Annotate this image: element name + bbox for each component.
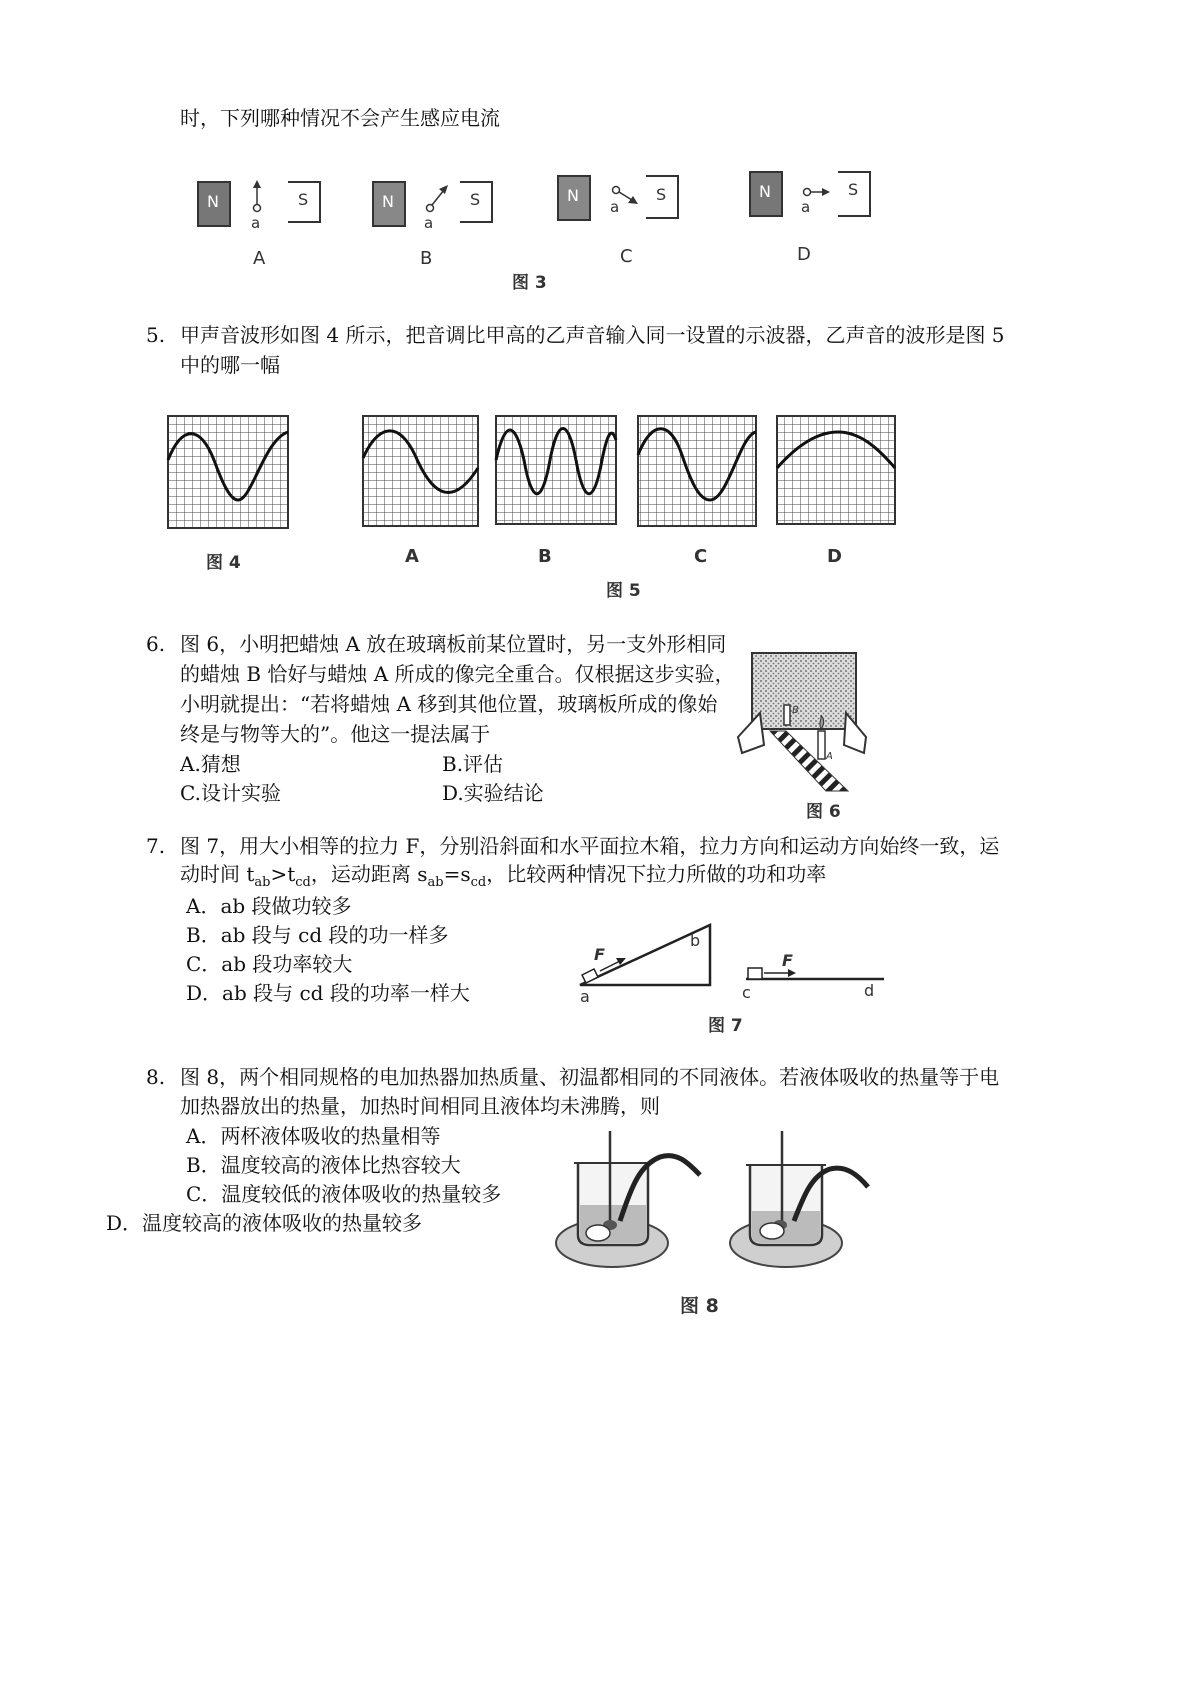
- fig4-caption: 图 4: [206, 553, 241, 573]
- q6-text-line3: 小明就提出：“若将蜡烛 A 移到其他位置，玻璃板所成的像始: [180, 692, 718, 716]
- q8-option-a: A．两杯液体吸收的热量相等: [186, 1124, 441, 1148]
- q5-text-line1: 甲声音波形如图 4 所示，把音调比甲高的乙声音输入同一设置的示波器，乙声音的波形是图 5: [180, 323, 1005, 347]
- fig3-caption: 图 3: [512, 273, 547, 293]
- fig6-candle-b-label: B: [792, 705, 799, 716]
- q6-number: 6.: [146, 632, 166, 656]
- fig5-caption: 图 5: [606, 581, 641, 601]
- fig3-d-s-label: S: [848, 180, 859, 199]
- q7-line2-sub1: ab: [254, 875, 271, 890]
- q7-line2-part2: >t: [270, 862, 296, 886]
- q5-number: 5.: [146, 323, 166, 347]
- fig5-screen-d: [777, 416, 895, 524]
- q6-text-line4: 终是与物等大的”。他这一提法属于: [180, 722, 491, 746]
- fig5-option-b: B: [538, 546, 552, 567]
- q6-text-line1: 图 6，小明把蜡烛 A 放在玻璃板前某位置时，另一支外形相同: [180, 632, 727, 656]
- fig8-beaker-right: [730, 1131, 868, 1267]
- fig3-a-n-label: N: [207, 192, 219, 211]
- q8-option-c: C．温度较低的液体吸收的热量较多: [186, 1182, 502, 1206]
- fig8-caption: 图 8: [680, 1295, 719, 1317]
- figure-8: [550, 1125, 880, 1320]
- fig3-c-s-label: S: [656, 185, 667, 204]
- fig3-b-s-label: S: [470, 190, 481, 209]
- fig3-b-conductor-label: a: [424, 214, 434, 232]
- fig7-force-label-slope: F: [594, 945, 605, 964]
- fig3-option-d: D: [797, 244, 811, 265]
- fig5-option-c: C: [694, 546, 708, 567]
- fig7-point-b-label: b: [690, 931, 701, 950]
- q7-line2-part1: 动时间 t: [180, 862, 255, 886]
- q6-option-c: C.设计实验: [180, 781, 281, 805]
- fig7-force-label-flat: F: [782, 951, 793, 970]
- fig6-candle-a-label: A: [826, 751, 833, 762]
- fig3-a-conductor-label: a: [251, 214, 261, 232]
- q7-option-b: B．ab 段与 cd 段的功一样多: [186, 923, 449, 947]
- figures-4-5: [160, 400, 920, 610]
- q6-option-a: A.猜想: [180, 752, 241, 776]
- figure-7: [570, 915, 900, 1040]
- fig8-beaker-left: [556, 1131, 700, 1267]
- fig5-option-a: A: [405, 546, 419, 567]
- fig7-caption: 图 7: [708, 1016, 743, 1036]
- fig5-screen-c: [638, 416, 756, 526]
- q6-option-b: B.评估: [442, 752, 504, 776]
- q7-line2-part5: ，比较两种情况下拉力所做的功和功率: [486, 862, 827, 886]
- fig3-c-n-label: N: [567, 186, 579, 205]
- figure-7-drawing: [570, 915, 900, 1005]
- q8-text-line1: 图 8，两个相同规格的电加热器加热质量、初温都相同的不同液体。若液体吸收的热量等于电: [180, 1065, 1000, 1089]
- fig5-screen-b: [496, 416, 616, 524]
- fig3-option-b: B: [420, 248, 433, 269]
- fig3-a-s-label: S: [298, 190, 309, 209]
- q5-text-line2: 中的哪一幅: [180, 353, 280, 377]
- figure-6: [730, 645, 880, 825]
- q7-line2-sub3: ab: [427, 875, 444, 890]
- fig3-c-conductor-label: a: [610, 198, 620, 216]
- fig7-point-a-label: a: [580, 987, 590, 1006]
- fig3-d-n-label: N: [759, 182, 771, 201]
- q8-option-b: B．温度较高的液体比热容较大: [186, 1153, 461, 1177]
- fig7-point-c-label: c: [742, 983, 751, 1002]
- fig3-d-conductor-label: a: [801, 198, 811, 216]
- q7-option-d: D．ab 段与 cd 段的功率一样大: [186, 981, 470, 1005]
- fig6-caption: 图 6: [806, 802, 841, 822]
- q7-line2-part4: =s: [443, 862, 471, 886]
- figures-4-5-drawing: [160, 400, 920, 540]
- fig7-point-d-label: d: [864, 981, 875, 1000]
- figure-6-drawing: [730, 645, 880, 825]
- fig3-option-a: A: [253, 248, 266, 269]
- q7-number: 7.: [146, 834, 166, 858]
- q6-text-line2: 的蜡烛 B 恰好与蜡烛 A 所成的像完全重合。仅根据这步实验，: [180, 662, 735, 686]
- q7-line2-part3: ，运动距离 s: [310, 862, 428, 886]
- fig3-b-n-label: N: [382, 192, 394, 211]
- q7-line2-sub4: cd: [470, 875, 487, 890]
- q7-text-line1: 图 7，用大小相等的拉力 F，分别沿斜面和水平面拉木箱，拉力方向和运动方向始终一致，运: [180, 834, 1000, 858]
- q7-text-line2: [180, 864, 826, 889]
- fig3-option-c: C: [620, 246, 633, 267]
- q7-line2-sub2: cd: [295, 875, 311, 890]
- fig5-option-d: D: [827, 546, 842, 567]
- q7-option-a: A．ab 段做功较多: [186, 894, 352, 918]
- q8-text-line2: 加热器放出的热量，加热时间相同且液体均未沸腾，则: [180, 1094, 660, 1118]
- q4-text-tail: 时，下列哪种情况不会产生感应电流: [180, 106, 500, 130]
- q8-number: 8.: [146, 1065, 166, 1089]
- q6-option-d: D.实验结论: [442, 781, 544, 805]
- figure-3: [180, 160, 900, 300]
- q8-option-d: D．温度较高的液体吸收的热量较多: [106, 1211, 423, 1235]
- q7-option-c: C．ab 段功率较大: [186, 952, 353, 976]
- fig4-screen: [168, 416, 288, 528]
- figure-8-drawing: [550, 1125, 880, 1285]
- fig5-screen-a: [363, 416, 478, 526]
